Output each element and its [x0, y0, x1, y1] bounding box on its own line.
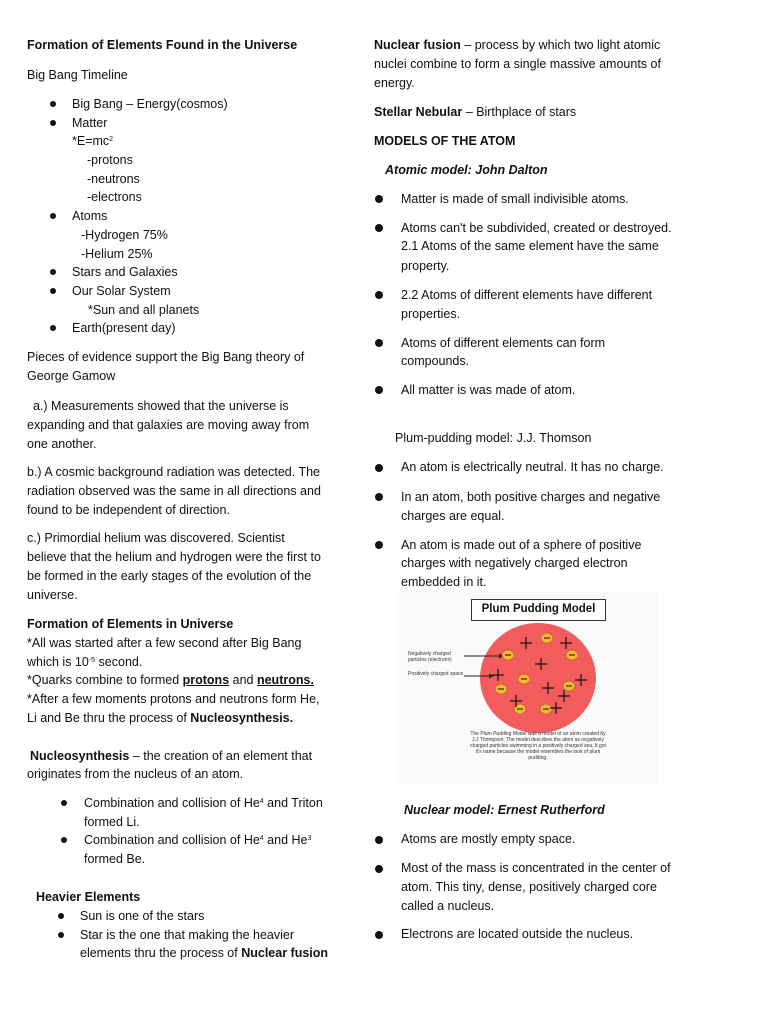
nucleosynthesis-item: Combination and collision of He$^4$ and Triton	[84, 796, 323, 810]
dalton-item-cont: property.	[401, 259, 450, 273]
dalton-heading: Atomic model: John Dalton	[385, 163, 548, 177]
bullet-icon	[375, 493, 383, 501]
formation-line: *Quarks combine to formed protons and neutrons.	[27, 673, 314, 687]
bullet-icon	[375, 836, 383, 844]
formation-line: *All was started after a few second after Big Bang	[27, 636, 302, 650]
timeline-item: Stars and Galaxies	[72, 265, 178, 279]
bullet-icon	[50, 288, 56, 294]
rutherford-item: Electrons are located outside the nucleus.	[401, 927, 634, 941]
dalton-item-cont: properties.	[401, 307, 461, 321]
evidence-item: c.) Primordial helium was discovered. Scientist believe that the helium and hydrogen were the first to be formed in the early stages of the evolution of the universe.	[27, 531, 321, 602]
formation-line: which is $10^{-5}$ second.	[27, 655, 143, 669]
rutherford-item-cont: atom. This tiny, dense, positively charged core	[401, 880, 657, 894]
heavier-item: Star is the one that making the heavier	[80, 928, 295, 942]
atom-sphere	[480, 623, 596, 733]
thomson-item: In an atom, both positive charges and negative	[401, 490, 661, 504]
bullet-icon	[375, 464, 383, 472]
nucleosynthesis-item: Combination and collision of He$^4$ and He$^3$	[84, 833, 312, 847]
rutherford-item: Most of the mass is concentrated in the center of	[401, 861, 671, 875]
timeline-subitem: $*E=mc^2$	[72, 134, 114, 148]
timeline-item: Our Solar System	[72, 284, 171, 298]
bullet-icon	[375, 339, 383, 347]
dalton-item: Matter is made of small indivisible atoms.	[401, 192, 629, 206]
dalton-item-cont: 2.1 Atoms of the same element have the same	[401, 239, 659, 253]
thomson-item-cont: charges are equal.	[401, 509, 505, 523]
timeline-subitem: -electrons	[87, 190, 142, 204]
timeline-item: Matter	[72, 116, 108, 130]
rutherford-item-cont: called a nucleus.	[401, 899, 495, 913]
timeline-subitem: -Helium 25%	[81, 247, 153, 261]
bullet-icon	[58, 913, 64, 919]
models-heading: MODELS OF THE ATOM	[374, 134, 516, 148]
thomson-item: An atom is made out of a sphere of positive	[401, 538, 642, 552]
thomson-item-cont: embedded in it.	[401, 575, 487, 589]
timeline-heading: Big Bang Timeline	[27, 68, 128, 82]
formation-heading: Formation of Elements in Universe	[27, 617, 234, 631]
rutherford-heading: Nuclear model: Ernest Rutherford	[404, 803, 605, 817]
bullet-icon	[61, 800, 67, 806]
formation-line: *After a few moments protons and neutrons form He,	[27, 692, 320, 706]
thomson-item: An atom is electrically neutral. It has no charge.	[401, 460, 664, 474]
bullet-icon	[375, 931, 383, 939]
bullet-icon	[50, 269, 56, 275]
fusion-definition: Nuclear fusion – process by which two light atomic	[374, 38, 661, 52]
label-positive-space: Positively charged space	[408, 671, 464, 677]
dalton-item: 2.2 Atoms of different elements have different	[401, 288, 653, 302]
plum-pudding-figure	[396, 591, 658, 784]
timeline-item: Earth(present day)	[72, 321, 176, 335]
bullet-icon	[50, 213, 56, 219]
bullet-icon	[61, 837, 67, 843]
heavier-item: Sun is one of the stars	[80, 909, 205, 923]
bullet-icon	[375, 195, 383, 203]
thomson-heading: Plum-pudding model: J.J. Thomson	[395, 431, 592, 445]
nucleosynthesis-item-cont: formed Li.	[84, 815, 140, 829]
timeline-subitem: -neutrons	[87, 172, 140, 186]
fusion-definition-cont: nuclei combine to form a single massive amounts of	[374, 57, 661, 71]
dalton-item: Atoms of different elements can form	[401, 336, 606, 350]
heavier-item-cont: elements thru the process of Nuclear fusion	[80, 946, 329, 960]
bullet-icon	[58, 932, 64, 938]
nucleosynthesis-definition-cont: originates from the nucleus of an atom.	[27, 767, 244, 781]
label-negative-charges: Negatively charged particles (electrons)	[408, 651, 452, 663]
nucleosynthesis-definition: Nucleosynthesis – the creation of an element that	[30, 749, 313, 763]
timeline-item: Atoms	[72, 209, 108, 223]
evidence-intro: Pieces of evidence support the Big Bang theory of George Gamow	[27, 350, 305, 383]
timeline-subitem: -protons	[87, 153, 133, 167]
bullet-icon	[375, 291, 383, 299]
fusion-definition-cont: energy.	[374, 76, 415, 90]
dalton-item: Atoms can't be subdivided, created or destroyed.	[401, 221, 672, 235]
nebular-definition: Stellar Nebular – Birthplace of stars	[374, 105, 577, 119]
rutherford-item: Atoms are mostly empty space.	[401, 832, 576, 846]
figure-title: Plum Pudding Model	[471, 599, 606, 621]
formation-line: Li and Be thru the process of Nucleosynthesis.	[27, 711, 294, 725]
bullet-icon	[50, 325, 56, 331]
bullet-icon	[50, 101, 56, 107]
dalton-item: All matter is was made of atom.	[401, 383, 576, 397]
bullet-icon	[375, 386, 383, 394]
bullet-icon	[375, 541, 383, 549]
timeline-subitem: *Sun and all planets	[88, 303, 200, 317]
bullet-icon	[375, 224, 383, 232]
evidence-item: b.) A cosmic background radiation was detected. The radiation observed was the same in all directions and found to be independent of direction.	[27, 465, 321, 517]
heavier-heading: Heavier Elements	[36, 890, 141, 904]
nucleosynthesis-item-cont: formed Be.	[84, 852, 146, 866]
evidence-item: a.) Measurements showed that the universe is expanding and that galaxies are moving away from one another.	[27, 399, 310, 451]
timeline-item: Big Bang – Energy(cosmos)	[72, 97, 228, 111]
bullet-icon	[50, 120, 56, 126]
figure-caption: The Plum Pudding Model was a model of an atom created by J.J Thompson. The model describes the atom as negatively charged particles swimming in a positively charged sea. It got it's name because the model resembles the look of plum pudding.	[470, 731, 606, 761]
bullet-icon	[375, 865, 383, 873]
dalton-item-cont: compounds.	[401, 354, 470, 368]
thomson-item-cont: charges with negatively charged electron	[401, 556, 628, 570]
timeline-subitem: -Hydrogen 75%	[81, 228, 168, 242]
page-title: Formation of Elements Found in the Universe	[27, 38, 298, 52]
